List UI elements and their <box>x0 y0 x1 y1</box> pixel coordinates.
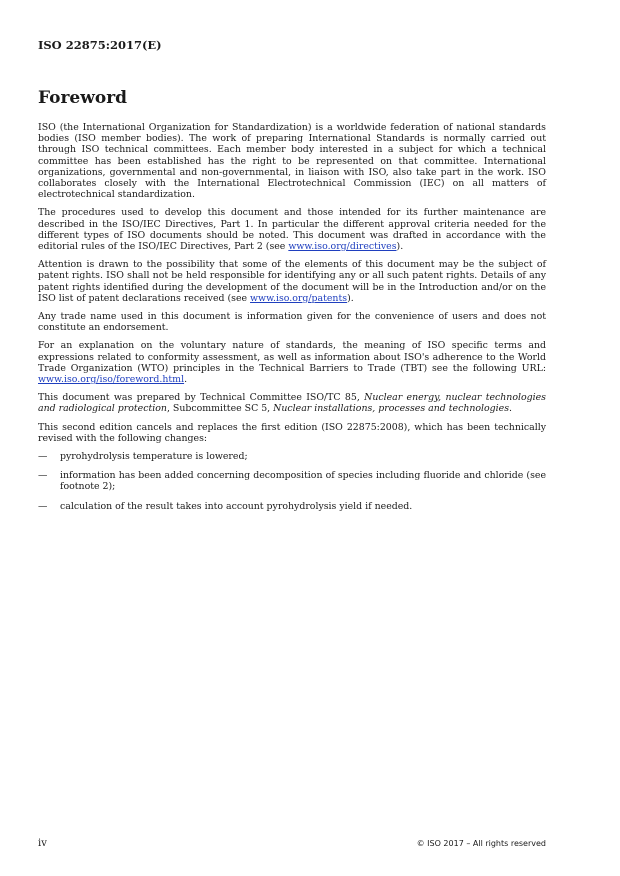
paragraph-text: , Subcommittee SC 5, <box>166 403 274 415</box>
committee-name: Nuclear energy, nuclear technologies and radiological protection <box>38 392 546 415</box>
paragraph-text: The procedures used to develop this document and those intended for its further maintenance are described in the ISO/IEC Directives, Part 1. In particular the different approval criteria needed for the different types of ISO documents should be noted. This document was drafted in accordance with the editorial rules of the ISO/IEC Directives, Part 2 (see <box>38 207 546 253</box>
paragraph-iso-intro: ISO (the International Organization for Standardization) is a worldwide federation of national standards bodies (ISO member bodies). The work of preparing International Standards is normally carried out through ISO technical committees. Each member body interested in a subject for which a technical committee has been established has the right to be represented on that committee. International organizations, governmental and non-governmental, in liaison with ISO, also take part in the work. ISO collaborates closely with the International Electrotechnical Commission (IEC) on all matters of electrotechnical standardization. <box>38 122 546 201</box>
document-id-header: ISO 22875:2017(E) <box>38 38 162 52</box>
paragraph-text: . <box>509 403 513 415</box>
paragraph-voluntary-nature <box>38 340 546 385</box>
paragraph-text: ). <box>347 292 354 304</box>
subcommittee-name: Nuclear installations, processes and technologies <box>273 403 510 415</box>
list-item-text: pyrohydrolysis temperature is lowered; <box>60 451 248 463</box>
copyright-notice: © ISO 2017 – All rights reserved <box>416 839 546 848</box>
paragraph-trade-name: Any trade name used in this document is information given for the convenience of users and does not constitute an endorsement. <box>38 311 546 334</box>
paragraph-text: . <box>184 374 188 386</box>
directives-link[interactable]: www.iso.org/directives <box>288 241 397 253</box>
paragraph-committee <box>38 392 546 414</box>
list-item-text: information has been added concerning decomposition of species including fluoride and chloride (see footnote 2); <box>60 470 546 493</box>
list-item <box>38 470 546 492</box>
list-item <box>38 451 546 462</box>
dash-bullet: — <box>38 451 48 463</box>
foreword-body <box>38 122 546 520</box>
list-item-text: calculation of the result takes into account pyrohydrolysis yield if needed. <box>60 500 413 512</box>
patents-link[interactable]: www.iso.org/patents <box>250 292 348 304</box>
dash-bullet: — <box>38 500 48 512</box>
paragraph-edition: This second edition cancels and replaces the first edition (ISO 22875:2008), which has been technically revised with the following changes: <box>38 421 546 444</box>
paragraph-procedures <box>38 207 546 252</box>
list-item <box>38 501 546 512</box>
page-title: Foreword <box>38 88 128 108</box>
changes-list <box>38 451 546 512</box>
dash-bullet: — <box>38 470 48 482</box>
foreword-link[interactable]: www.iso.org/iso/foreword.html <box>38 374 185 386</box>
paragraph-text: This document was prepared by Technical Committee ISO/TC 85, <box>38 392 365 404</box>
paragraph-patents <box>38 259 546 304</box>
paragraph-text: ). <box>396 241 404 253</box>
paragraph-text: For an explanation on the voluntary nature of standards, the meaning of ISO specific terms and expressions related to conformity assessment, as well as information about ISO's adherence to the World Trade Organization (WTO) principles in the Technical Barriers to Trade (TBT) see the following URL: <box>38 340 546 374</box>
page-number: iv <box>38 838 47 849</box>
paragraph-text: Attention is drawn to the possibility that some of the elements of this document may be the subject of patent rights. ISO shall not be held responsible for identifying any or all such patent rights. Details of any patent rights identified during the development of the document will be in the Introduction and/or on the ISO list of patent declarations received (see <box>38 259 546 304</box>
